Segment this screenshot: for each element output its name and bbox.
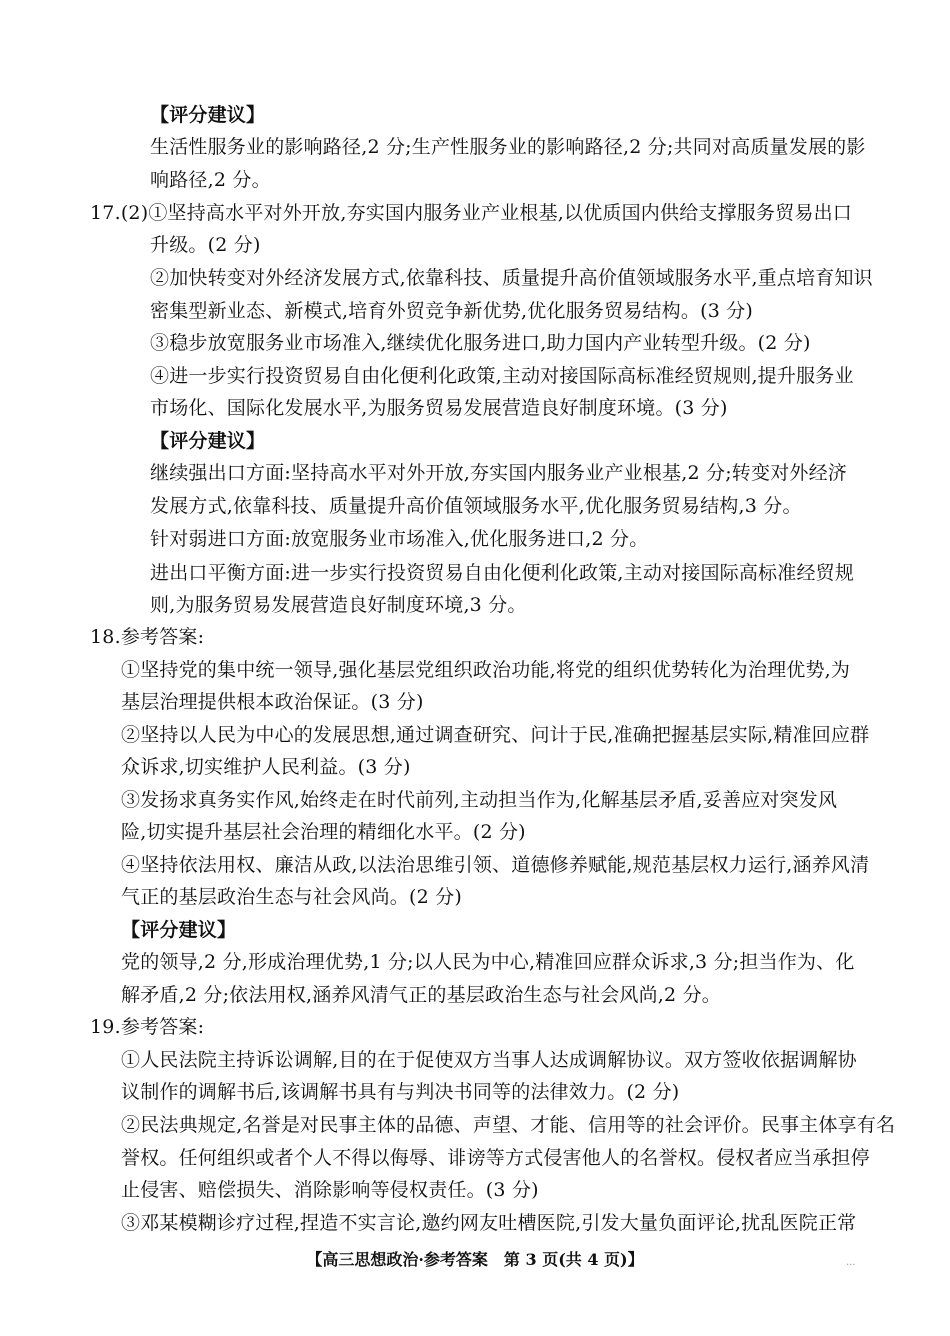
text-line: ②坚持以人民为中心的发展思想,通过调查研究、问计于民,准确把握基层实际,精准回应群 [121, 724, 870, 746]
text-line: ④坚持依法用权、廉洁从政,以法治思维引领、道德修养赋能,规范基层权力运行,涵养风清 [121, 854, 870, 876]
text-line: ③邓某模糊诊疗过程,捏造不实言论,邀约网友吐槽医院,引发大量负面评论,扰乱医院正常 [121, 1212, 857, 1234]
text-line: ①人民法院主持诉讼调解,目的在于促使双方当事人达成调解协议。双方签收依据调解协 [121, 1049, 857, 1071]
text-line: 生活性服务业的影响路径,2 分;生产性服务业的影响路径,2 分;共同对高质量发展的影 [150, 136, 866, 158]
footer-mark: ... [846, 1257, 856, 1268]
text-line: 则,为服务贸易发展营造良好制度环境,3 分。 [150, 594, 527, 616]
grading-heading: 【评分建议】 [150, 430, 266, 452]
text-line: 针对弱进口方面:放宽服务业市场准入,优化服务进口,2 分。 [150, 528, 649, 550]
text-line: 止侵害、赔偿损失、消除影响等侵权责任。(3 分) [121, 1179, 539, 1201]
text-line: 密集型新业态、新模式,培育外贸竞争新优势,优化服务贸易结构。(3 分) [150, 300, 754, 322]
text-line: 继续强出口方面:坚持高水平对外开放,夯实国内服务业产业根基,2 分;转变对外经济 [150, 462, 848, 484]
grading-heading: 【评分建议】 [150, 104, 266, 126]
text-line: 议制作的调解书后,该调解书具有与判决书同等的法律效力。(2 分) [121, 1081, 680, 1103]
text-line: ③稳步放宽服务业市场准入,继续优化服务进口,助力国内产业转型升级。(2 分) [150, 332, 811, 354]
text-line: 升级。(2 分) [150, 234, 261, 256]
page-footer: 【高三思想政治·参考答案 第 3 页(共 4 页)】 [306, 1250, 644, 1269]
text-line: 发展方式,依靠科技、质量提升高价值领域服务水平,优化服务贸易结构,3 分。 [150, 495, 802, 517]
text-line: 进出口平衡方面:进一步实行投资贸易自由化便利化政策,主动对接国际高标准经贸规 [150, 562, 855, 584]
text-line: ①坚持党的集中统一领导,强化基层党组织政治功能,将党的组织优势转化为治理优势,为 [121, 659, 851, 681]
text-line: ②民法典规定,名誉是对民事主体的品德、声望、才能、信用等的社会评价。民事主体享有名 [121, 1114, 896, 1136]
text-line: 气正的基层政治生态与社会风尚。(2 分) [121, 886, 462, 908]
text-line: 市场化、国际化发展水平,为服务贸易发展营造良好制度环境。(3 分) [150, 397, 728, 419]
grading-heading: 【评分建议】 [121, 919, 237, 941]
text-line: 险,切实提升基层社会治理的精细化水平。(2 分) [121, 821, 526, 843]
text-line: ③发扬求真务实作风,始终走在时代前列,主动担当作为,化解基层矛盾,妥善应对突发风 [121, 789, 838, 811]
text-line: 解矛盾,2 分;依法用权,涵养风清气正的基层政治生态与社会风尚,2 分。 [121, 984, 721, 1006]
text-line: 誉权。任何组织或者个人不得以侮辱、诽谤等方式侵害他人的名誉权。侵权者应当承担停 [121, 1147, 870, 1169]
text-line: ④进一步实行投资贸易自由化便利化政策,主动对接国际高标准经贸规则,提升服务业 [150, 365, 854, 387]
text-line: 响路径,2 分。 [150, 169, 271, 191]
question-19-heading: 19.参考答案: [90, 1016, 205, 1038]
text-line: ②加快转变对外经济发展方式,依靠科技、质量提升高价值领域服务水平,重点培育知识 [150, 267, 873, 289]
text-line: 众诉求,切实维护人民利益。(3 分) [121, 756, 411, 778]
question-18-heading: 18.参考答案: [90, 626, 205, 648]
text-line: 基层治理提供根本政治保证。(3 分) [121, 691, 424, 713]
question-17-line: 17.(2)①坚持高水平对外开放,夯实国内服务业产业根基,以优质国内供给支撑服务贸易出口 [90, 202, 853, 224]
text-line: 党的领导,2 分,形成治理优势,1 分;以人民为中心,精准回应群众诉求,3 分;担当作为、化 [121, 951, 855, 973]
